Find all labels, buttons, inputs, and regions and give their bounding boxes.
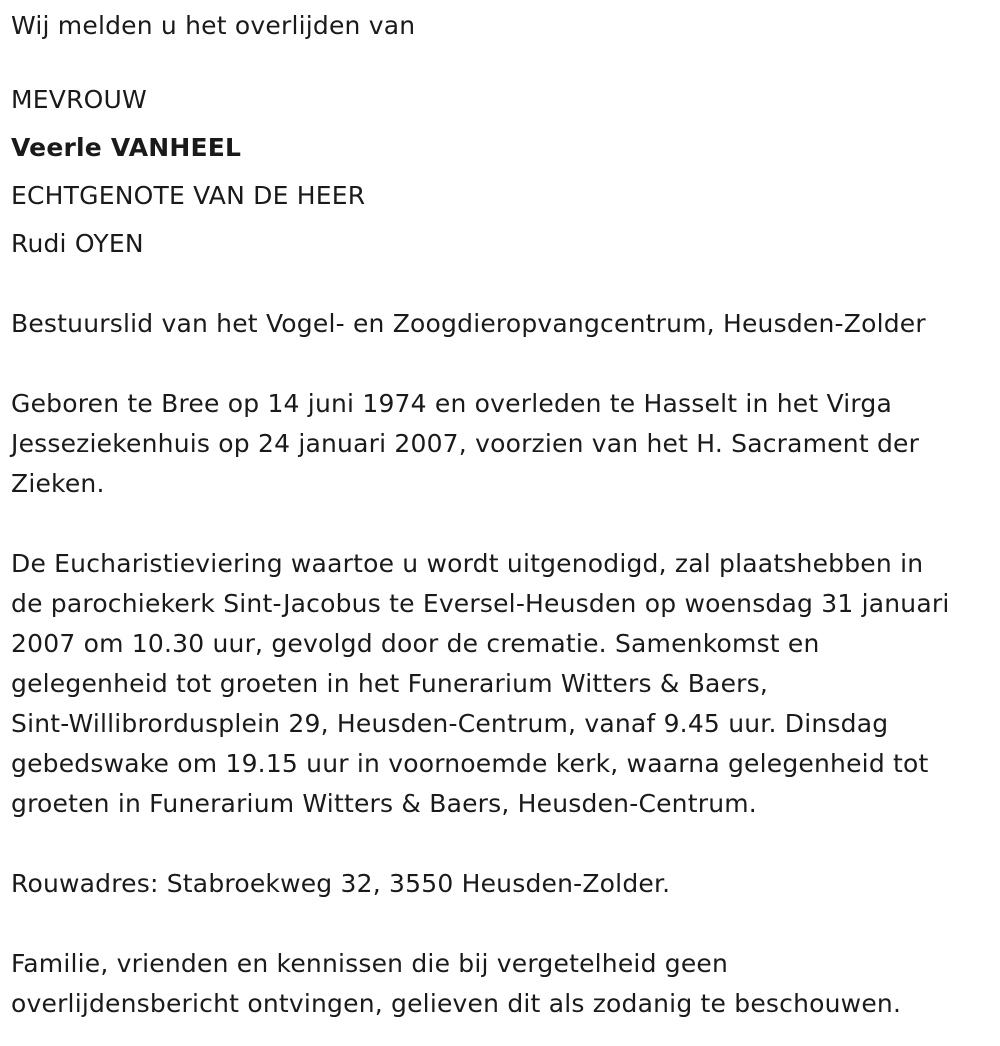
ceremony-line: gelegenheid tot groeten in het Funerarium Witters & Baers, [11,669,769,698]
spouse-label: ECHTGENOTE VAN DE HEER [11,181,366,210]
birth-death-line: Geboren te Bree op 14 juni 1974 en overleden te Hasselt in het Virga [11,389,893,418]
closing-paragraph [11,944,996,1024]
deceased-name: Veerle VANHEEL [11,133,242,162]
title-text: MEVROUW [11,85,147,114]
ceremony-line: de parochiekerk Sint-Jacobus te Eversel-Heusden op woensdag 31 januari [11,589,950,618]
role-text: Bestuurslid van het Vogel- en Zoogdieropvangcentrum, Heusden-Zolder [11,309,926,338]
intro-text: Wij melden u het overlijden van [11,11,416,40]
spouse-name: Rudi OYEN [11,229,144,258]
ceremony-line: 2007 om 10.30 uur, gevolgd door de crematie. Samenkomst en [11,629,820,658]
ceremony-line: gebedswake om 19.15 uur in voornoemde kerk, waarna gelegenheid tot [11,749,929,778]
ceremony-paragraph [11,544,996,824]
ceremony-line: groeten in Funerarium Witters & Baers, Heusden-Centrum. [11,789,757,818]
ceremony-line: De Eucharistieviering waartoe u wordt uitgenodigd, zal plaatshebben in [11,549,924,578]
address-text: Rouwadres: Stabroekweg 32, 3550 Heusden-Zolder. [11,869,671,898]
birth-death-paragraph [11,384,996,504]
ceremony-line: Sint-Willibrordusplein 29, Heusden-Centrum, vanaf 9.45 uur. Dinsdag [11,709,889,738]
closing-line: overlijdensbericht ontvingen, gelieven dit als zodanig te beschouwen. [11,989,902,1018]
closing-line: Familie, vrienden en kennissen die bij vergetelheid geen [11,949,729,978]
death-notice [11,0,996,1024]
birth-death-line: Zieken. [11,469,105,498]
birth-death-line: Jesseziekenhuis op 24 januari 2007, voorzien van het H. Sacrament der [11,429,920,458]
